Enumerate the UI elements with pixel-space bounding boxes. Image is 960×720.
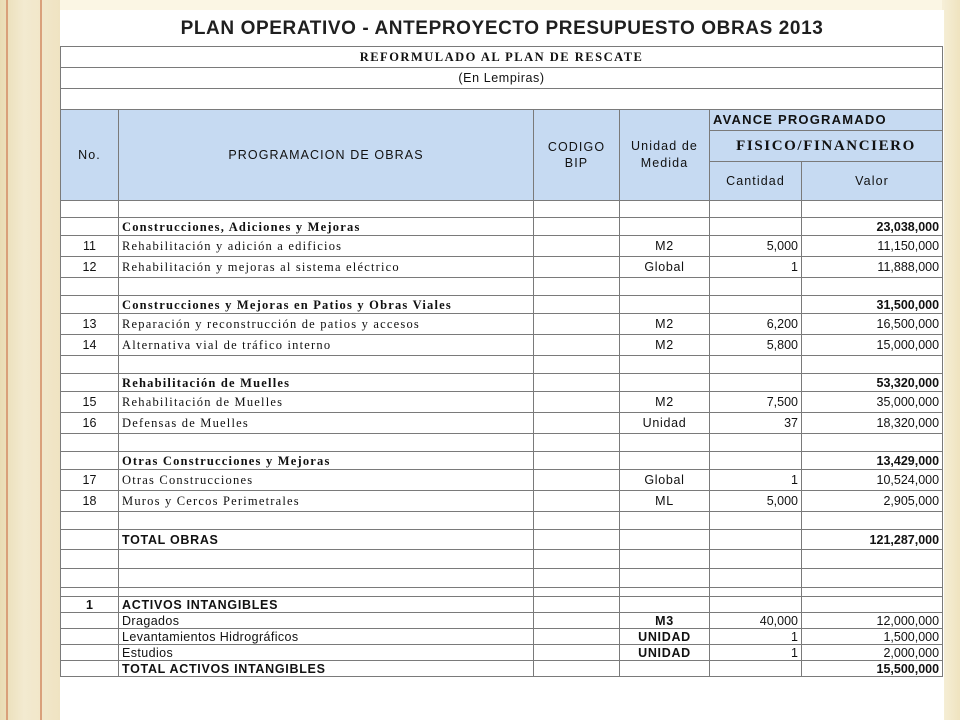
item-quantity: 7,500 [710, 392, 802, 413]
cell [802, 201, 943, 218]
item-quantity: 1 [710, 257, 802, 278]
header-programacion: PROGRAMACION DE OBRAS [119, 110, 534, 201]
item-quantity: 1 [710, 470, 802, 491]
item-quantity: 37 [710, 413, 802, 434]
cell-codigo [534, 392, 620, 413]
item-description: Otras Construcciones [119, 470, 534, 491]
item-quantity: 1 [710, 629, 802, 645]
section-title: Rehabilitación de Muelles [119, 374, 534, 392]
cell [119, 512, 534, 530]
cell [61, 278, 119, 296]
cell-codigo [534, 236, 620, 257]
cell [534, 512, 620, 530]
cell [119, 569, 534, 588]
item-no: 18 [61, 491, 119, 512]
cell-no [61, 613, 119, 629]
empty-row [61, 550, 943, 569]
cell-unit [620, 597, 710, 613]
cell [119, 201, 534, 218]
cell [534, 588, 620, 597]
cell [710, 588, 802, 597]
item-description: Alternativa vial de tráfico interno [119, 335, 534, 356]
right-margin [942, 0, 960, 720]
cell [710, 356, 802, 374]
table-row [61, 236, 943, 257]
cell [802, 278, 943, 296]
total-row [61, 530, 943, 550]
item-unit: Unidad [620, 413, 710, 434]
empty-row [61, 569, 943, 588]
cell [534, 550, 620, 569]
cell-qty [710, 296, 802, 314]
cell [61, 588, 119, 597]
item-unit: Global [620, 470, 710, 491]
cell [710, 278, 802, 296]
item-quantity: 40,000 [710, 613, 802, 629]
cell [620, 588, 710, 597]
item-value: 18,320,000 [802, 413, 943, 434]
item-unit: UNIDAD [620, 645, 710, 661]
item-description: Rehabilitación de Muelles [119, 392, 534, 413]
item-value: 2,000,000 [802, 645, 943, 661]
empty-row [61, 356, 943, 374]
budget-table [60, 46, 943, 677]
cell-no [61, 661, 119, 677]
total-row [61, 661, 943, 677]
cell [61, 569, 119, 588]
intangibles-total-label: TOTAL ACTIVOS INTANGIBLES [119, 661, 534, 677]
item-description: Defensas de Muelles [119, 413, 534, 434]
table-row [61, 314, 943, 335]
cell [534, 434, 620, 452]
item-quantity: 5,800 [710, 335, 802, 356]
cell [119, 550, 534, 569]
cell-codigo [534, 470, 620, 491]
cell [802, 356, 943, 374]
cell [119, 278, 534, 296]
intangibles-total-value: 15,500,000 [802, 661, 943, 677]
item-unit: M2 [620, 392, 710, 413]
table-row [61, 629, 943, 645]
cell-codigo [534, 491, 620, 512]
cell [620, 434, 710, 452]
item-value: 2,905,000 [802, 491, 943, 512]
cell [710, 434, 802, 452]
table-row [61, 392, 943, 413]
section-total: 23,038,000 [802, 218, 943, 236]
item-no: 15 [61, 392, 119, 413]
table-row [61, 413, 943, 434]
item-no: 14 [61, 335, 119, 356]
cell [620, 550, 710, 569]
cell [620, 356, 710, 374]
cell-codigo [534, 645, 620, 661]
item-quantity: 5,000 [710, 236, 802, 257]
item-value: 11,888,000 [802, 257, 943, 278]
item-value: 16,500,000 [802, 314, 943, 335]
cell-codigo [534, 661, 620, 677]
spacer [61, 89, 943, 110]
section-row [61, 218, 943, 236]
item-value: 1,500,000 [802, 629, 943, 645]
section-total: 53,320,000 [802, 374, 943, 392]
cell-no [61, 530, 119, 550]
cell [710, 201, 802, 218]
table-row [61, 645, 943, 661]
empty-row [61, 201, 943, 218]
item-description: Muros y Cercos Perimetrales [119, 491, 534, 512]
intangibles-title: ACTIVOS INTANGIBLES [119, 597, 534, 613]
section-total: 31,500,000 [802, 296, 943, 314]
item-quantity: 1 [710, 645, 802, 661]
section-row [61, 452, 943, 470]
item-quantity: 5,000 [710, 491, 802, 512]
cell [710, 512, 802, 530]
cell-qty [710, 374, 802, 392]
section-row [61, 374, 943, 392]
cell-unit [620, 661, 710, 677]
item-no: 17 [61, 470, 119, 491]
cell [534, 356, 620, 374]
cell-codigo [534, 413, 620, 434]
cell [620, 512, 710, 530]
cell-qty [710, 530, 802, 550]
total-obras-value: 121,287,000 [802, 530, 943, 550]
item-unit: M2 [620, 236, 710, 257]
margin-line [6, 0, 8, 720]
cell-codigo [534, 335, 620, 356]
cell [534, 569, 620, 588]
document-page [60, 10, 944, 720]
cell-qty [710, 597, 802, 613]
table-row [61, 613, 943, 629]
cell-unit [620, 218, 710, 236]
cell [119, 356, 534, 374]
section-total: 13,429,000 [802, 452, 943, 470]
item-unit: Global [620, 257, 710, 278]
empty-row [61, 278, 943, 296]
header-no: No. [61, 110, 119, 201]
cell-value [802, 597, 943, 613]
item-description: Reparación y reconstrucción de patios y accesos [119, 314, 534, 335]
header-cantidad: Cantidad [710, 162, 802, 201]
cell-codigo [534, 452, 620, 470]
cell [61, 550, 119, 569]
empty-row [61, 434, 943, 452]
table-row [61, 491, 943, 512]
item-value: 35,000,000 [802, 392, 943, 413]
total-obras-label: TOTAL OBRAS [119, 530, 534, 550]
intangibles-no: 1 [61, 597, 119, 613]
empty-row [61, 512, 943, 530]
cell [620, 278, 710, 296]
table-body [61, 201, 943, 677]
currency-note: (En Lempiras) [61, 68, 943, 89]
cell [119, 434, 534, 452]
cell [802, 569, 943, 588]
cell-codigo [534, 296, 620, 314]
item-value: 12,000,000 [802, 613, 943, 629]
cell [119, 588, 534, 597]
cell [802, 550, 943, 569]
cell-codigo [534, 629, 620, 645]
cell [620, 569, 710, 588]
item-unit: M2 [620, 335, 710, 356]
item-description: Rehabilitación y adición a edificios [119, 236, 534, 257]
empty-row [61, 588, 943, 597]
item-no: 16 [61, 413, 119, 434]
cell-codigo [534, 218, 620, 236]
table-row [61, 335, 943, 356]
section-title: Construcciones, Adiciones y Mejoras [119, 218, 534, 236]
cell-no [61, 374, 119, 392]
item-quantity: 6,200 [710, 314, 802, 335]
cell [802, 434, 943, 452]
cell [61, 201, 119, 218]
section-row [61, 296, 943, 314]
item-no: 11 [61, 236, 119, 257]
cell [61, 434, 119, 452]
cell-codigo [534, 257, 620, 278]
cell [710, 550, 802, 569]
cell-no [61, 645, 119, 661]
table-row [61, 470, 943, 491]
cell-no [61, 218, 119, 236]
item-unit: M2 [620, 314, 710, 335]
header-valor: Valor [802, 162, 943, 201]
header-unidad: Unidad de Medida [620, 110, 710, 201]
subtitle: REFORMULADO AL PLAN DE RESCATE [61, 47, 943, 68]
section-title: Construcciones y Mejoras en Patios y Obras Viales [119, 296, 534, 314]
item-description: Levantamientos Hidrográficos [119, 629, 534, 645]
section-row [61, 597, 943, 613]
cell-no [61, 452, 119, 470]
cell [710, 569, 802, 588]
cell-no [61, 296, 119, 314]
section-title: Otras Construcciones y Mejoras [119, 452, 534, 470]
cell [802, 588, 943, 597]
cell-unit [620, 374, 710, 392]
item-description: Dragados [119, 613, 534, 629]
header-fisico: FISICO/FINANCIERO [710, 131, 943, 162]
cell-qty [710, 661, 802, 677]
item-unit: M3 [620, 613, 710, 629]
cell-codigo [534, 613, 620, 629]
cell-codigo [534, 314, 620, 335]
page-title: PLAN OPERATIVO - ANTEPROYECTO PRESUPUESTO OBRAS 2013 [180, 18, 824, 39]
header-avance: AVANCE PROGRAMADO [710, 110, 943, 131]
item-no: 12 [61, 257, 119, 278]
cell-unit [620, 296, 710, 314]
cell [61, 356, 119, 374]
table-row [61, 257, 943, 278]
left-margin [0, 0, 60, 720]
item-value: 11,150,000 [802, 236, 943, 257]
item-no: 13 [61, 314, 119, 335]
cell-qty [710, 452, 802, 470]
header-codigo: CODIGO BIP [534, 110, 620, 201]
cell-codigo [534, 530, 620, 550]
cell [61, 512, 119, 530]
item-value: 15,000,000 [802, 335, 943, 356]
item-unit: UNIDAD [620, 629, 710, 645]
margin-line [40, 0, 42, 720]
cell-codigo [534, 374, 620, 392]
item-value: 10,524,000 [802, 470, 943, 491]
cell [534, 278, 620, 296]
cell-codigo [534, 597, 620, 613]
cell-qty [710, 218, 802, 236]
cell [534, 201, 620, 218]
item-description: Rehabilitación y mejoras al sistema eléctrico [119, 257, 534, 278]
cell [620, 201, 710, 218]
cell-unit [620, 452, 710, 470]
item-unit: ML [620, 491, 710, 512]
item-description: Estudios [119, 645, 534, 661]
cell-unit [620, 530, 710, 550]
cell [802, 512, 943, 530]
cell-no [61, 629, 119, 645]
